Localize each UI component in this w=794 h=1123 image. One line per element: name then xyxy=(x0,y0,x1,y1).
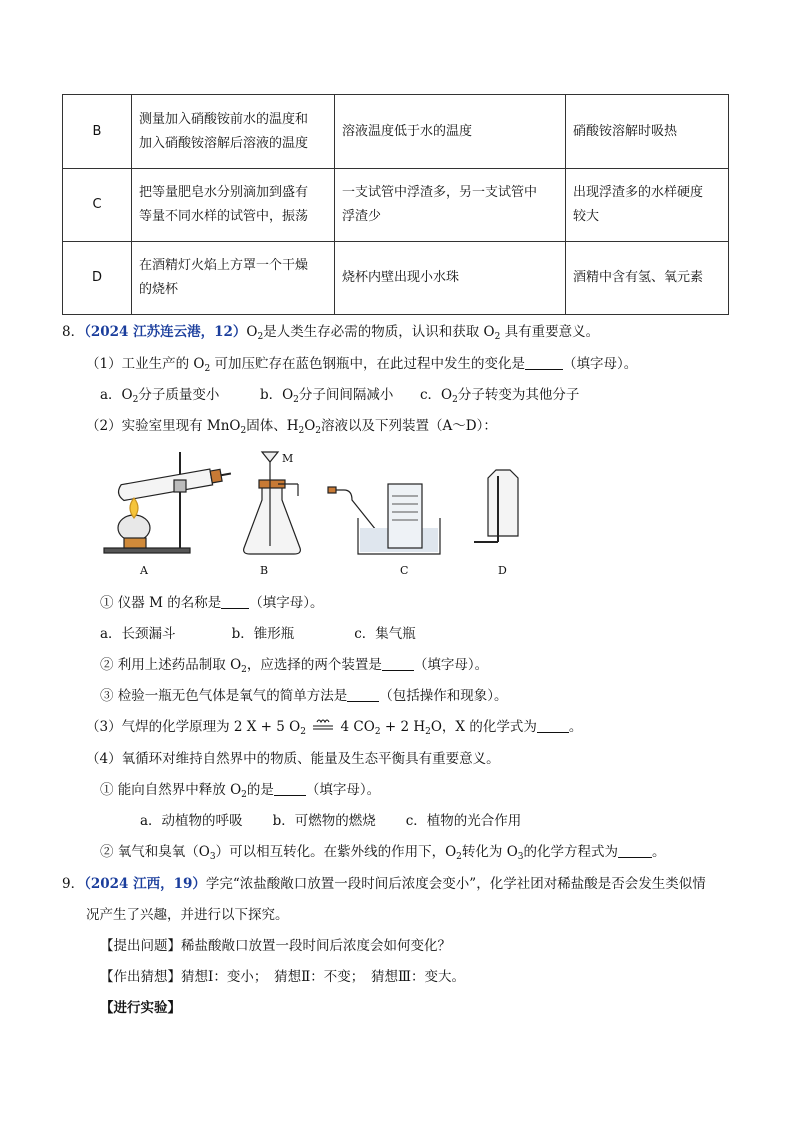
operation-cell: 把等量肥皂水分别滴加到盛有 等量不同水样的试管中，振荡 xyxy=(132,169,335,242)
q9-source: （2024 江西，19） xyxy=(84,876,206,892)
q8-part4-i: ① 能向自然界中释放 $O_2$的是 （填字母）。 xyxy=(100,782,381,800)
apparatus-figure xyxy=(100,448,540,578)
label-d: D xyxy=(498,564,507,577)
phenomenon-cell: 溶液温度低于水的温度 xyxy=(335,95,566,169)
q8-sub-i-options: a．长颈漏斗 b．锥形瓶 c．集气瓶 xyxy=(100,626,416,642)
label-m: M xyxy=(282,452,294,465)
row-label: B xyxy=(63,95,132,169)
q8-sub-iii: ③ 检验一瓶无色气体是氧气的简单方法是 （包括操作和现象）。 xyxy=(100,688,508,704)
conclusion-cell: 酒精中含有氢、氧元素 xyxy=(566,242,729,315)
apparatus-c xyxy=(328,484,440,554)
table-row xyxy=(63,169,729,242)
q9-stem: 9．（2024 江西，19）学完“浓盐酸敞口放置一段时间后浓度会变小”，化学社团对稀盐酸是否会发生类似情 xyxy=(62,876,706,892)
apparatus-d xyxy=(474,470,518,542)
operation-cell: 测量加入硝酸铵前水的温度和 加入硝酸铵溶解后溶液的温度 xyxy=(132,95,335,169)
operation-cell: 在酒精灯火焰上方罩一个干燥 的烧杯 xyxy=(132,242,335,315)
apparatus-a xyxy=(104,452,232,553)
q8-part1-options: a．$O_2$分子质量变小 b．$O_2$分子间间隔减小 c．$O_2$分子转变为其他分子 xyxy=(100,387,580,405)
q8-part4-ii: ② 氧气和臭氧$(O_3)$可以相互转化。在紫外线的作用下，$O_2$转化为 $O_3$的化学方程式为 。 xyxy=(100,844,666,862)
answer-blank[interactable] xyxy=(382,657,414,671)
q8-part4: （4）氧循环对维持自然界中的物质、能量及生态平衡具有重要意义。 xyxy=(86,751,500,767)
q8-sub-i: ① 仪器 M 的名称是 （填字母）。 xyxy=(100,595,324,611)
ignition-arrow xyxy=(310,717,336,738)
label-c: C xyxy=(400,564,409,577)
phenomenon-cell: 一支试管中浮渣多，另一支试管中 浮渣少 xyxy=(335,169,566,242)
q9-stem-line2: 况产生了兴趣，并进行以下探究。 xyxy=(86,907,289,923)
answer-blank[interactable] xyxy=(274,782,306,796)
phenomenon-cell: 烧杯内壁出现小水珠 xyxy=(335,242,566,315)
q9-guess: 【作出猜想】猜想Ⅰ：变小； 猜想Ⅱ：不变； 猜想Ⅲ：变大。 xyxy=(100,969,466,985)
q8-part1: （1）工业生产的 $O_2$ 可加压贮存在蓝色钢瓶中，在此过程中发生的变化是 （填字母）。 xyxy=(86,356,638,374)
q8-sub-ii: ② 利用上述药品制取 $O_2$，应选择的两个装置是 （填字母）。 xyxy=(100,657,489,675)
q8-part2: （2）实验室里现有 MnO$_2$固体、$H_2O_2$溶液以及下列装置（A～D）： xyxy=(86,418,497,436)
answer-blank[interactable] xyxy=(221,595,249,609)
q8-stem: 8．（2024 江苏连云港，$12)O_2$是人类生存必需的物质，认识和获取 $O_2$ 具有重要意义。 xyxy=(62,324,600,342)
row-label: C xyxy=(63,169,132,242)
label-b: B xyxy=(260,564,269,577)
q9-ask: 【提出问题】稀盐酸敞口放置一段时间后浓度会如何变化？ xyxy=(100,938,451,954)
answer-blank[interactable] xyxy=(618,844,652,858)
answer-blank[interactable] xyxy=(525,356,563,370)
q8-part3: （3）气焊的化学原理为 2 X + 5 $O_2$ 4 $CO_2 + 2$ $H_2O$，X 的化学式为 。 xyxy=(86,719,583,737)
q8-part4-options: a．动植物的呼吸 b．可燃物的燃烧 c．植物的光合作用 xyxy=(140,813,522,829)
q9-experiment-heading: 【进行实验】 xyxy=(100,1000,181,1016)
conclusion-cell: 出现浮渣多的水样硬度 较大 xyxy=(566,169,729,242)
conclusion-cell: 硝酸铵溶解时吸热 xyxy=(566,95,729,169)
table-row xyxy=(63,95,729,169)
table-row xyxy=(63,242,729,315)
apparatus-b xyxy=(244,452,301,554)
row-label: D xyxy=(63,242,132,315)
experiment-table xyxy=(62,94,729,315)
answer-blank[interactable] xyxy=(537,719,569,733)
q8-source: （2024 江苏连云港，12） xyxy=(84,324,247,340)
answer-blank[interactable] xyxy=(347,688,379,702)
label-a: A xyxy=(140,564,148,577)
